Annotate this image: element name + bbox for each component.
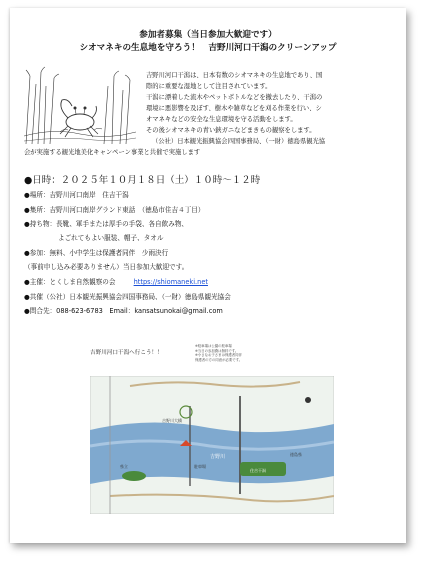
intro-line: （公社）日本観光振興協会四国事務局、（一財）徳島県観光協 (152, 138, 326, 145)
organizer-label: ●主催：とくしま自然観察の会 (24, 278, 116, 286)
intro-line: 吉野川河口干潟は、日本有数のシオマネキの生息地であり、国 (146, 72, 323, 79)
intro-line: オマネキなどの安全な生息環境を守る活動をします。 (146, 116, 297, 123)
event-place: ●場所：吉野川河口南岸 住吉干潟 (24, 191, 129, 199)
contact-line: ●問合先：088-623-6783 Email：kansatsunokai@gmail.com (24, 307, 223, 315)
intro-line: 会が実施する観光地美化キャンペーン事業と共催で実施します (24, 149, 201, 156)
intro-line: 環境に悪影響を及ぼす、樹木や雑草などを刈る作業を行い、シ (146, 105, 322, 112)
items-line: ●持ち物：長靴、軍手または厚手の手袋、各自飲み物、 (24, 220, 189, 228)
map-title: 吉野川河口干潟へ行こう！！ (90, 350, 163, 356)
crab-illustration (24, 66, 136, 146)
event-date: ●日時：２０２５年１０月１８日（土）１０時～１２時 (24, 175, 261, 186)
fee-line: ●参加：無料、小中学生は保護者同伴 少雨決行 (24, 249, 169, 257)
access-map (90, 376, 334, 514)
map-label-bridge: 吉野川大橋 (162, 418, 182, 423)
meeting-place: ●集所：吉野川河口南岸グランド東話 （徳島市住吉４丁目） (24, 206, 205, 214)
intro-line: 際的に重要な湿地として注目されています。 (146, 83, 272, 90)
map-label-area: 県立 (120, 464, 128, 469)
map-note: ※駐車場は公園の駐車場 ※当日の参加費は無料です。 ※小さなお子さまは保護者同伴 保護者の方の同意が必要です。 (195, 344, 243, 362)
flyer-title: 参加者募集（当日参加大歓迎です） (139, 30, 277, 40)
map-label-river: 吉野川 (210, 454, 226, 460)
flyer-page (10, 8, 406, 543)
cohost-line: ●共催（公社）日本観光振興協会四国事務局、（一財）徳島県観光協会 (24, 293, 231, 301)
map-label-station: 徳島県 (290, 452, 302, 457)
fee-note: （事前申し込み必要ありません）当日参加大歓迎です。 (24, 263, 189, 271)
flyer-subtitle: シオマネキの生息地を守ろう！ 吉野川河口干潟のクリーンアップ (79, 43, 337, 53)
map-label-site: 住吉干潟 (250, 468, 266, 473)
intro-line: 干潟に漂着した流木やペットボトルなどを撤去したり、干潟の (146, 94, 323, 101)
intro-line: その後シオマネキの青い鋏ガニなどまきもの観察をします。 (146, 127, 316, 134)
items-line: よごれてもよい服装、帽子、タオル (58, 234, 164, 242)
organizer-link[interactable]: https://shiomaneki.net (133, 278, 208, 286)
organizer-line (24, 276, 208, 286)
map-label-parking: 駐車場 (194, 464, 206, 469)
